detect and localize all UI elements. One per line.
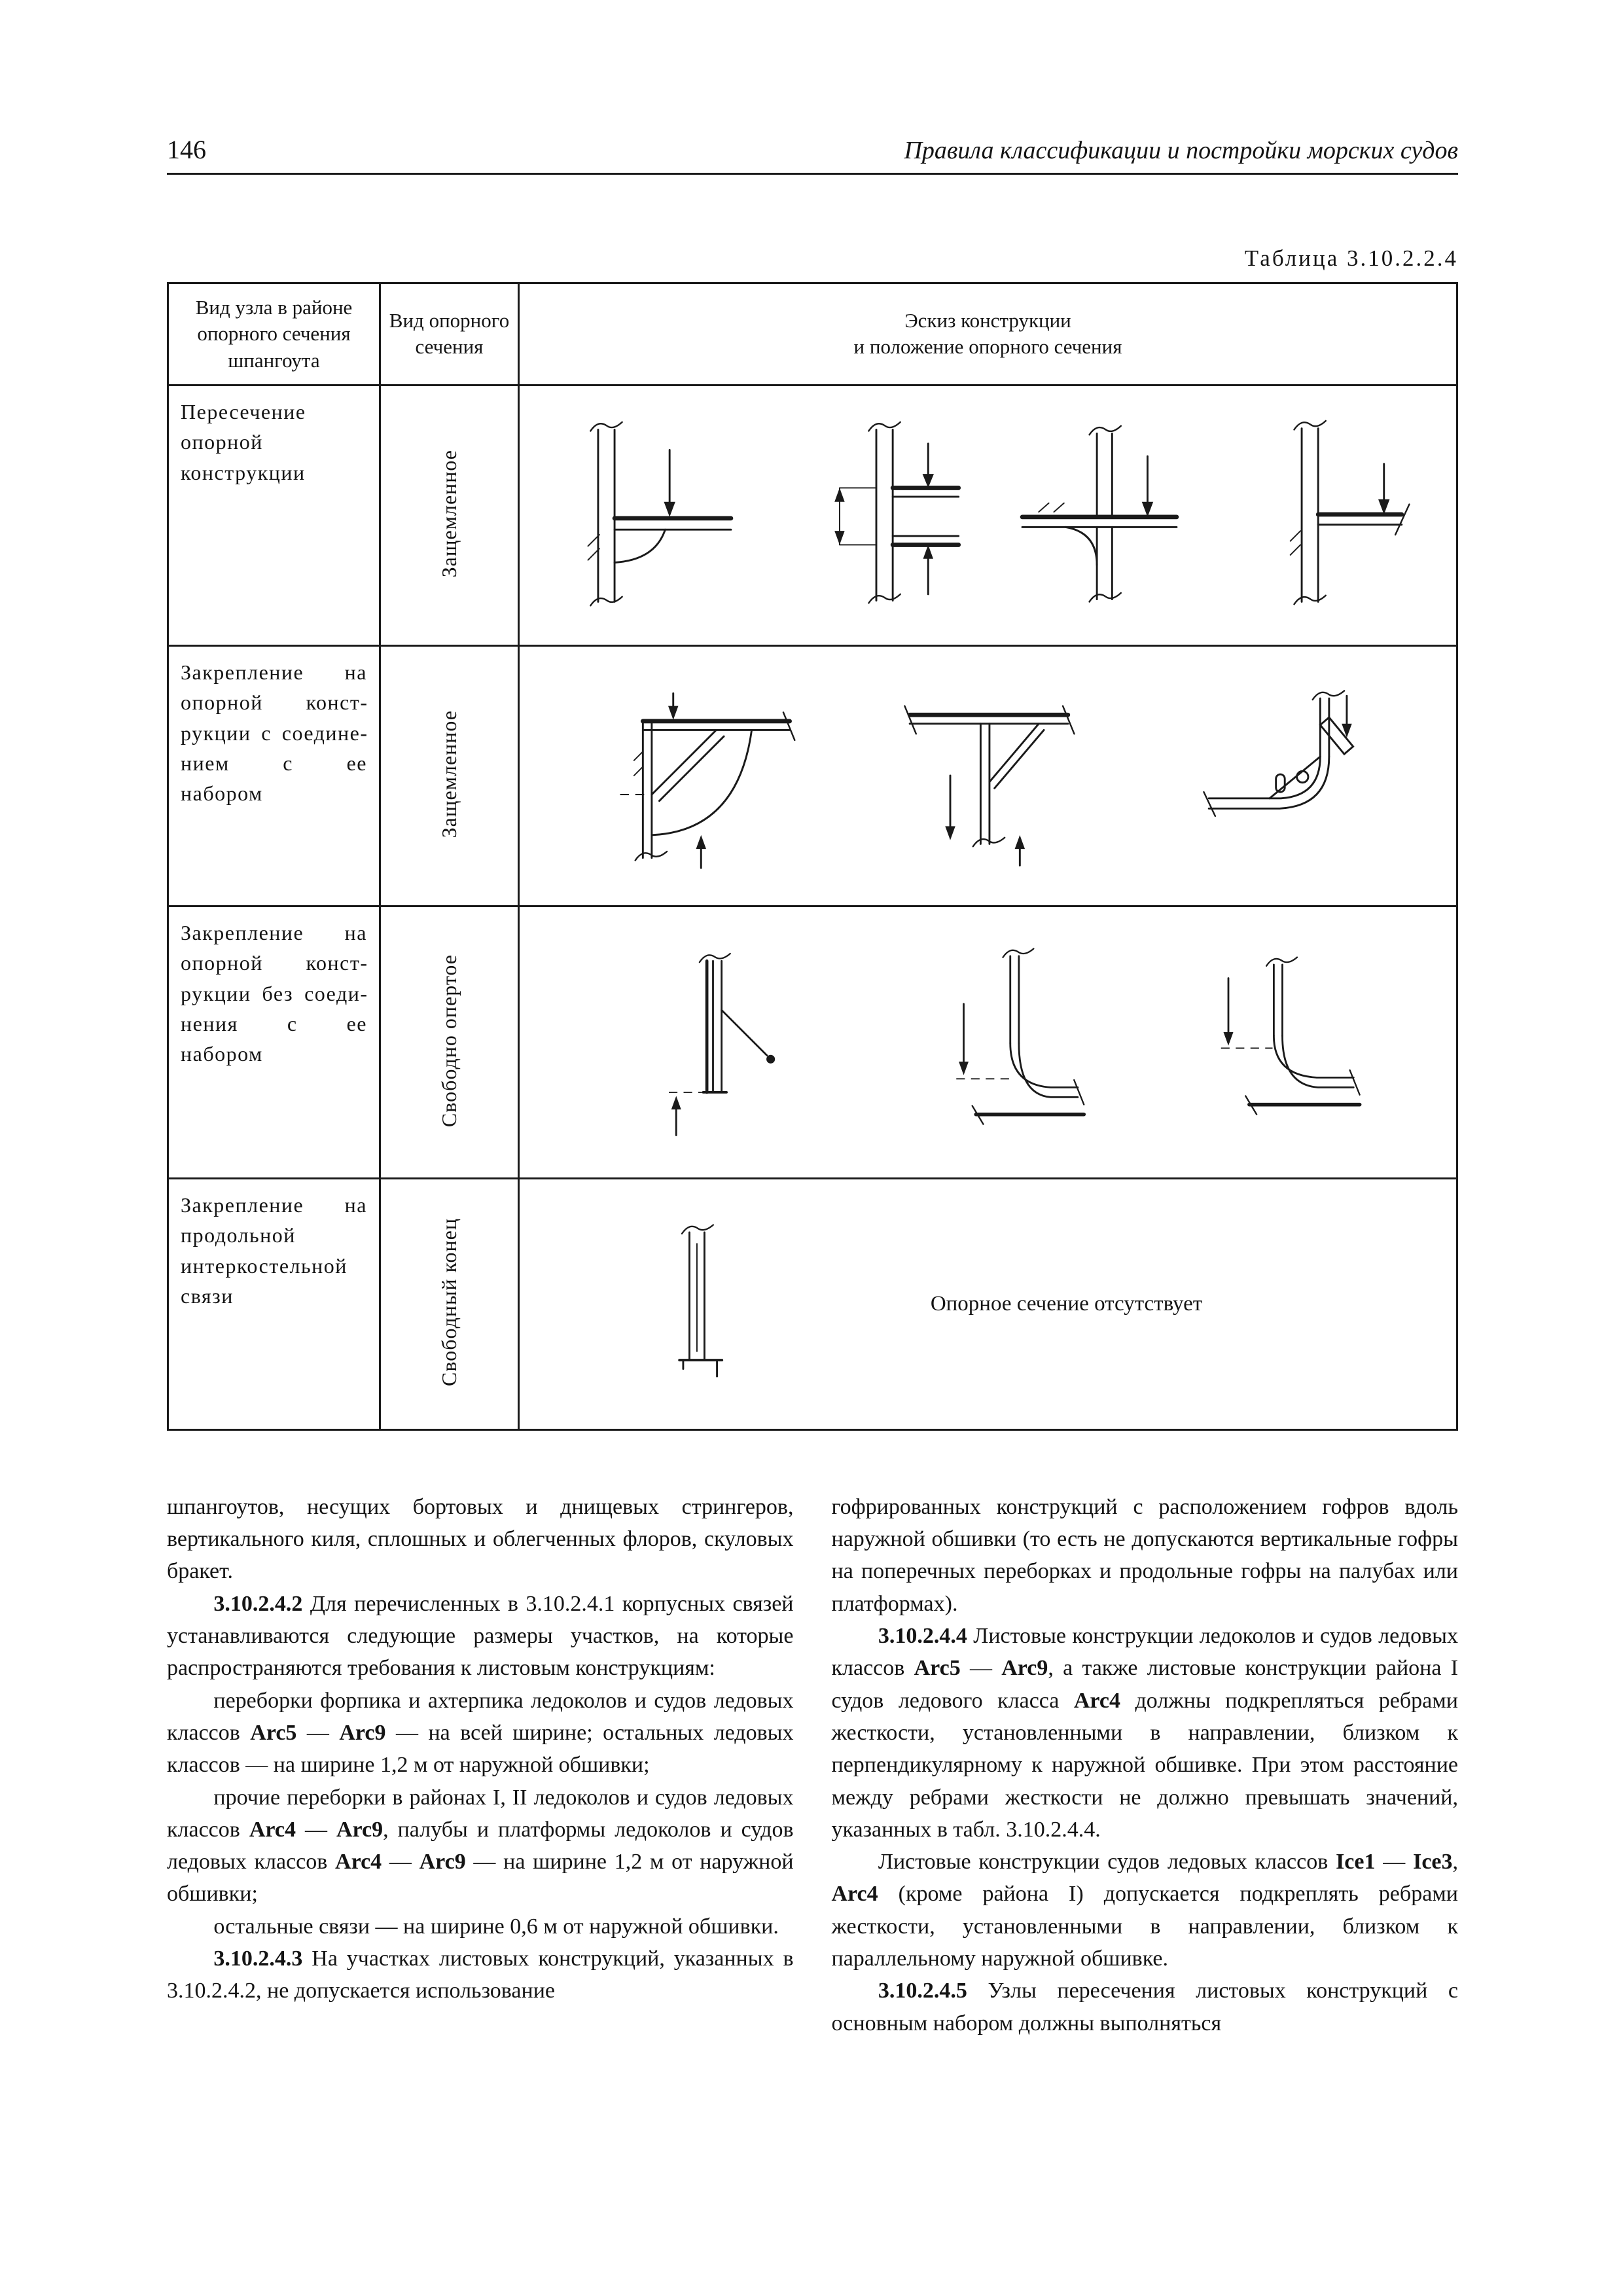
paragraph: прочие переборки в районах I, II ледоколов и судов ледовых классов Arc4 — Arc9, палубы и платформы ледоколов и судов ледовых классов Arc4 — Arc9 — на ширине 1,2 м от наружной обшивки;	[167, 1785, 794, 1907]
paragraph: 3.10.2.4.2 Для перечисленных в 3.10.2.4.1 корпусных связей устанавливаются следующие размеры участков, на которые распространяются требования к листовым конструкциям:	[167, 1591, 794, 1681]
support-type-cell-2	[380, 645, 519, 906]
paragraph: Листовые конструкции судов ледовых классов Ice1 — Ice3, Arc4 (кроме района I) допускается подкреплять ребрами жесткости, установленными в направлении, близком к параллельному наружной обшивке.	[831, 1850, 1459, 1971]
sketch-cell-3	[519, 906, 1457, 1178]
sketch-cell-1	[519, 385, 1457, 645]
body-text	[167, 1491, 1458, 2039]
body-column-right	[832, 1491, 1459, 2039]
sketch-strip-1	[526, 410, 1450, 620]
page-number: 146	[167, 135, 206, 164]
free-end-sketch	[624, 1209, 768, 1399]
paragraph: 3.10.2.4.4 Листовые конструкции ледоколов и судов ледовых классов Arc5 — Arc9, а также листовые конструкции района I судов ледового класса Arc4 должны подкрепляться ребрами жесткости, установленными в направлении, близком к перпендикулярному к наружной обшивке. При этом расстояние между ребрами жесткости не должно превышать значений, указанных в табл. 3.10.2.4.4.	[831, 1624, 1459, 1842]
free-support-sketch-1	[610, 934, 806, 1150]
page-header	[167, 134, 1458, 175]
sketch-cell-4	[519, 1178, 1457, 1429]
table-row	[168, 645, 1457, 906]
body-column-left	[167, 1491, 794, 2039]
table-row	[168, 906, 1457, 1178]
frame-intersection-sketch-1	[559, 410, 749, 620]
support-type-label-4: Свободный конец	[437, 1218, 461, 1387]
col-header-sketch-line1: Эскиз конструкции	[904, 309, 1071, 332]
support-type-label-3: Свободно опертое	[437, 954, 461, 1127]
sketch-strip-3	[526, 934, 1450, 1150]
sketch-strip-4	[526, 1209, 1450, 1399]
node-type-cell-1: Пересечение опорной конструкции	[168, 385, 380, 645]
table-header-row	[168, 283, 1457, 386]
paragraph: шпангоутов, несущих бортовых и днищевых стрингеров, вертикального киля, сплошных и облегченных флоров, скуловых бракет.	[167, 1494, 794, 1584]
frame-intersection-sketch-2	[781, 410, 971, 620]
no-support-section-note: Опорное сечение отсутствует	[930, 1291, 1203, 1316]
table-row	[168, 385, 1457, 645]
table-row	[168, 1178, 1457, 1429]
corner-bracket-sketch-1	[605, 681, 808, 870]
running-title: Правила классификации и постройки морских судов	[904, 137, 1458, 164]
col-header-sketch-line2: и положение опорного сечения	[853, 335, 1122, 359]
col-header-sketch	[519, 283, 1457, 386]
paragraph: гофрированных конструкций с расположением гофров вдоль наружной обшивки (то есть не допускаются вертикальные гофры на поперечных переборках и продольные гофры на палубах или платформах).	[831, 1494, 1458, 1616]
support-type-label-2: Защемленное	[437, 710, 461, 838]
support-type-label-1: Защемленное	[437, 450, 461, 578]
paragraph: переборки форпика и ахтерпика ледоколов и судов ледовых классов Arc5 — Arc9 — на всей ширине; остальных ледовых классов — на ширине 1,2 м от наружной обшивки;	[167, 1688, 794, 1778]
support-type-cell-1	[380, 385, 519, 645]
construction-table	[167, 282, 1458, 1431]
paragraph: остальные связи — на ширине 0,6 м от наружной обшивки.	[213, 1914, 779, 1939]
sketch-cell-2	[519, 645, 1457, 906]
table-caption: Таблица 3.10.2.2.4	[1244, 245, 1458, 271]
paragraph: 3.10.2.4.3 На участках листовых конструкций, указанных в 3.10.2.4.2, не допускается использование	[167, 1946, 794, 2003]
col-header-node-type: Вид узла в районе опорного сечения шпангоута	[168, 283, 380, 386]
node-type-cell-3: Закрепление на опорной конструкции без соединения с ее набором	[168, 906, 380, 1178]
node-type-cell-2: Закрепление на опорной конструкции с соединением с ее набором	[168, 645, 380, 906]
col-header-support-type: Вид опорного сечения	[380, 283, 519, 386]
node-type-cell-4: Закрепление на продольной интеркостельной связи	[168, 1178, 380, 1429]
support-type-cell-3	[380, 906, 519, 1178]
free-support-sketch-3	[1169, 934, 1366, 1150]
support-type-cell-4	[380, 1178, 519, 1429]
corner-bracket-sketch-3	[1168, 681, 1371, 870]
corner-bracket-sketch-2	[887, 681, 1090, 870]
free-support-sketch-2	[890, 934, 1086, 1150]
paragraph: 3.10.2.4.5 Узлы пересечения листовых конструкций с основным набором должны выполняться	[831, 1979, 1458, 2036]
frame-intersection-sketch-3	[1005, 410, 1194, 620]
sketch-strip-2	[526, 681, 1450, 870]
frame-intersection-sketch-4	[1227, 410, 1417, 620]
